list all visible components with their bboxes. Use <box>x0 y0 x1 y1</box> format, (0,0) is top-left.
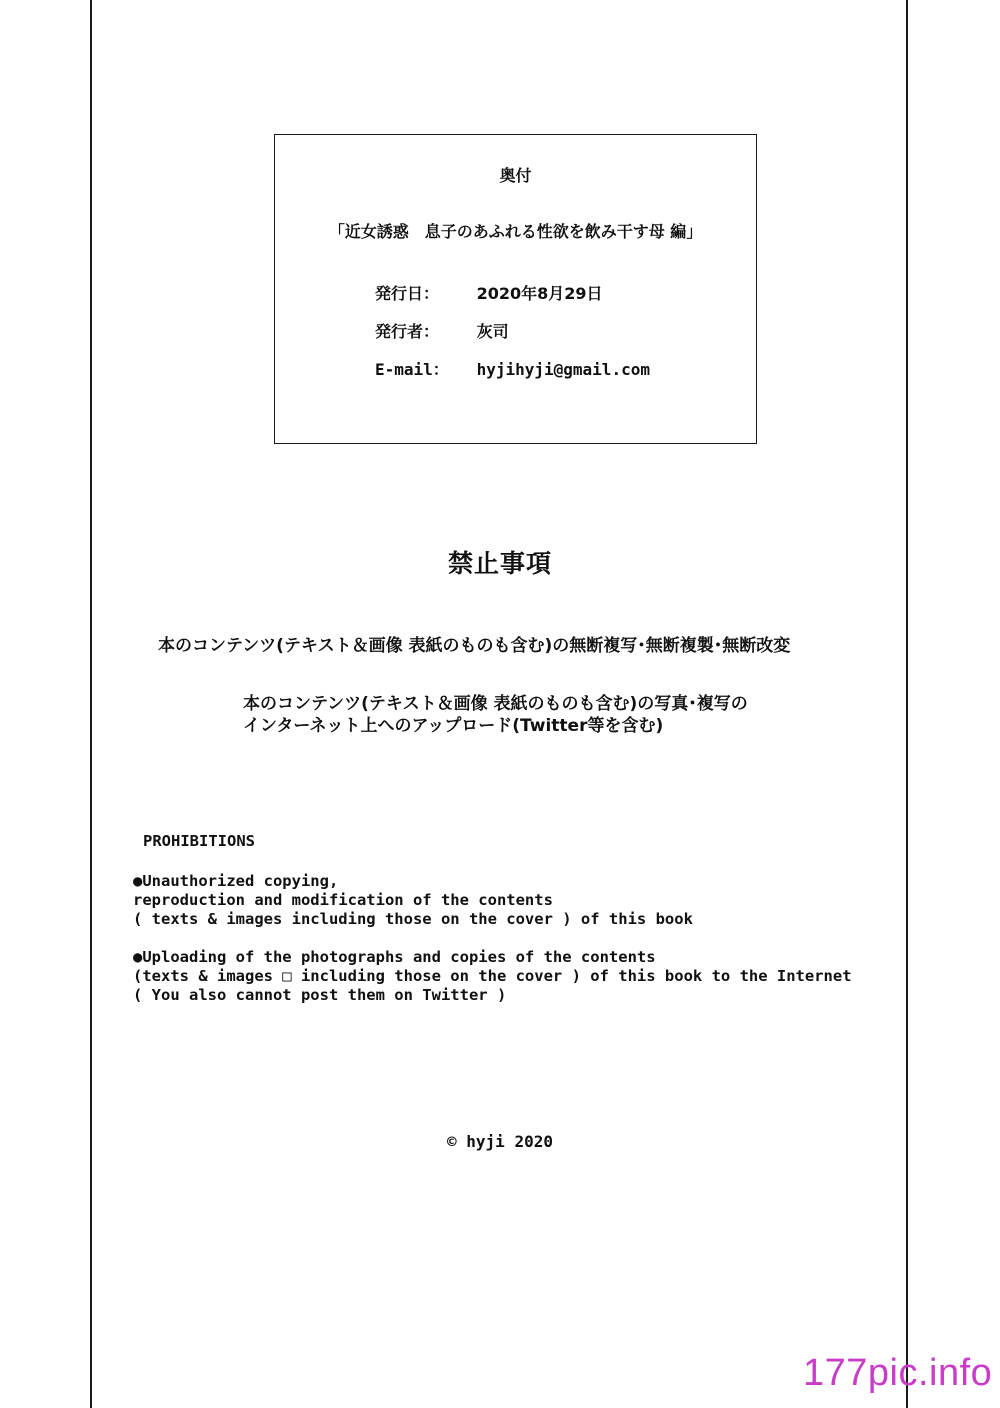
prohibitions-heading-en: PROHIBITIONS <box>143 832 255 850</box>
site-watermark: 177pic.info <box>803 1352 993 1394</box>
publisher-label: 発行者： <box>375 322 440 341</box>
colophon-box <box>274 134 757 444</box>
prohibitions-heading-jp: 禁止事項 <box>447 549 552 578</box>
prohibition-rule-1-en <box>133 872 693 929</box>
date-label: 発行日： <box>375 284 440 303</box>
prohibition-rule-2-jp-line-2: インターネット上へのアップロード(Twitter等を含む) <box>243 716 664 736</box>
prohibition-rule-1-en-line: reproduction and modification of the contents <box>133 891 553 909</box>
prohibition-rule-2-en-line: ( You also cannot post them on Twitter ) <box>133 986 507 1004</box>
date-value: 2020年8月29日 <box>476 284 603 303</box>
prohibition-rule-2-en-line: (texts & images □ including those on the cover ) of this book to the Internet <box>133 967 852 985</box>
page-border-left <box>90 0 92 1408</box>
colophon-title: 「近女誘惑 息子のあふれる性欲を飲み干す母 編」 <box>328 222 703 241</box>
colophon-row-publisher <box>375 319 509 342</box>
prohibition-rule-2-en-line: ●Uploading of the photographs and copies of the contents <box>133 948 656 966</box>
prohibition-rule-1-en-line: ( texts & images including those on the cover ) of this book <box>133 910 693 928</box>
colophon-heading: 奥付 <box>499 166 532 185</box>
copyright-notice: © hyji 2020 <box>447 1132 553 1151</box>
prohibition-rule-1-jp: 本のコンテンツ(テキスト＆画像 表紙のものも含む)の無断複写･無断複製･無断改変 <box>158 636 791 656</box>
prohibition-rule-2-jp-line-1: 本のコンテンツ(テキスト＆画像 表紙のものも含む)の写真･複写の <box>243 694 748 714</box>
prohibition-rule-1-en-line: ●Unauthorized copying, <box>133 872 339 890</box>
prohibition-rule-2-jp <box>243 693 748 737</box>
page-border-right <box>906 0 908 1408</box>
colophon-row-email <box>375 357 650 380</box>
colophon-row-date <box>375 281 603 304</box>
publisher-value: 灰司 <box>476 322 509 341</box>
email-label: E-mail： <box>375 360 449 379</box>
prohibition-rule-2-en <box>133 948 852 1005</box>
email-value: hyjihyji@gmail.com <box>476 360 650 379</box>
